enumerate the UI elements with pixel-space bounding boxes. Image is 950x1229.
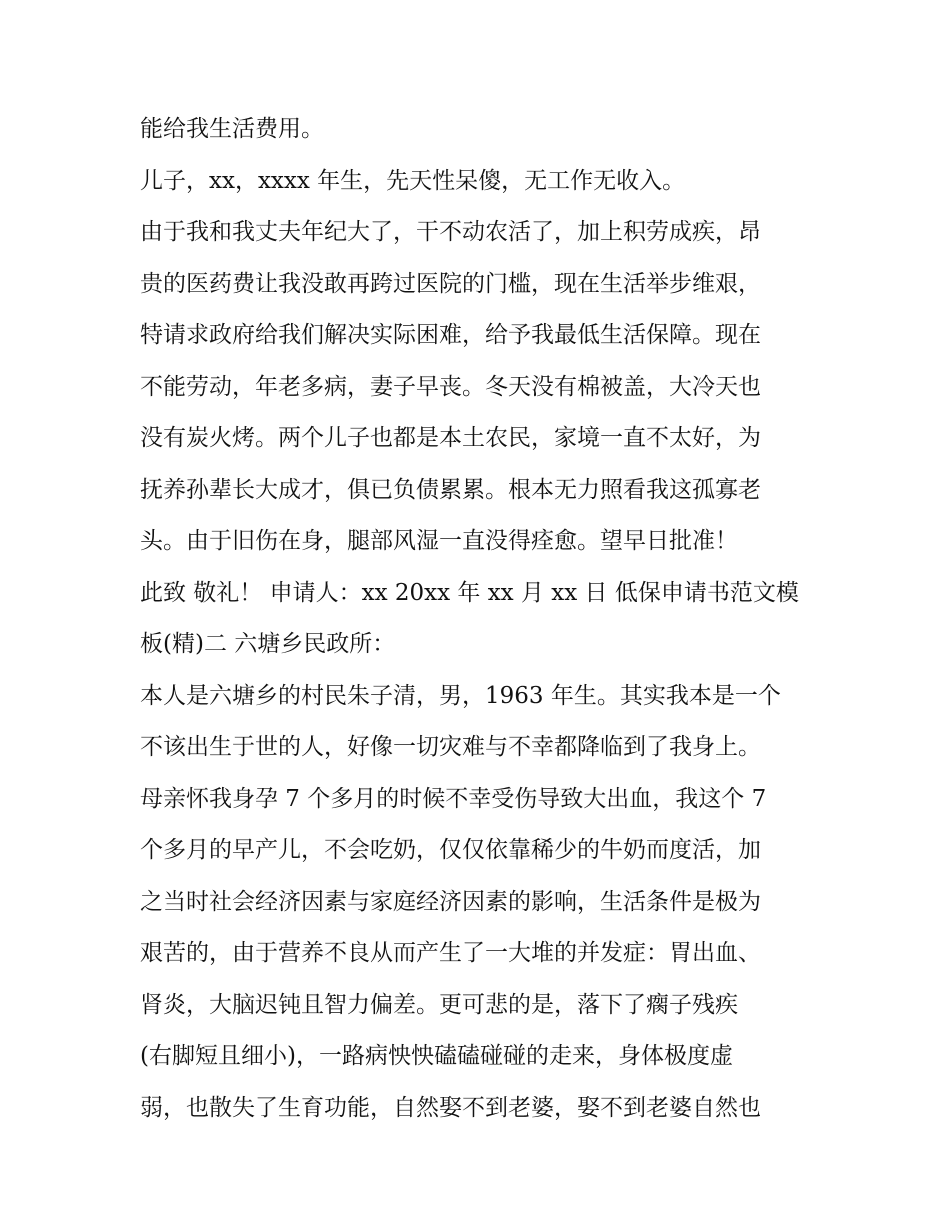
- text-line: 个多月的早产儿，不会吃奶，仅仅依靠稀少的牛奶而度活，加: [140, 837, 761, 863]
- text-line: 由于我和我丈夫年纪大了，干不动农活了，加上积劳成疾，昂: [140, 219, 761, 245]
- text-line: 能给我生活费用。: [140, 116, 324, 142]
- text-line: 母亲怀我身孕 7 个多月的时候不幸受伤导致大出血，我这个 7: [140, 785, 767, 812]
- text-line: (右脚短且细小)，一路病怏怏磕磕碰碰的走来，身体极度虚: [140, 1043, 733, 1069]
- text-line: 艰苦的，由于营养不良从而产生了一大堆的并发症：胃出血、: [140, 940, 761, 966]
- document-body: [140, 104, 830, 1134]
- text-line: 没有炭火烤。两个儿子也都是本土农民，家境一直不太好，为: [140, 425, 761, 451]
- text-line: 本人是六塘乡的村民朱子清，男，1963 年生。其实我本是一个: [140, 682, 781, 709]
- text-line: 贵的医药费让我没敢再跨过医院的门槛，现在生活举步维艰，: [140, 270, 761, 297]
- text-line: 此致 敬礼！ 申请人：xx 20xx 年 xx 月 xx 日 低保申请书范文模: [140, 579, 799, 606]
- text-line: 头。由于旧伤在身，腿部风湿一直没得痊愈。望早日批准！: [140, 528, 738, 554]
- text-line: 不该出生于世的人，好像一切灾难与不幸都降临到了我身上。: [140, 734, 761, 760]
- text-line: 不能劳动，年老多病，妻子早丧。冬天没有棉被盖，大冷天也: [140, 373, 761, 400]
- text-line: 板(精)二 六塘乡民政所：: [140, 631, 396, 657]
- text-line: 儿子，xx，xxxx 年生，先天性呆傻，无工作无收入。: [140, 167, 686, 194]
- text-line: 弱，也散失了生育功能，自然娶不到老婆，娶不到老婆自然也: [140, 1094, 761, 1121]
- text-line: 之当时社会经济因素与家庭经济因素的影响，生活条件是极为: [140, 888, 761, 915]
- text-line: 抚养孙辈长大成才，俱已负债累累。根本无力照看我这孤寡老: [140, 476, 761, 503]
- text-line: 特请求政府给我们解决实际困难，给予我最低生活保障。现在: [140, 322, 761, 348]
- text-line: 肾炎，大脑迟钝且智力偏差。更可悲的是，落下了瘸子残疾: [140, 991, 738, 1018]
